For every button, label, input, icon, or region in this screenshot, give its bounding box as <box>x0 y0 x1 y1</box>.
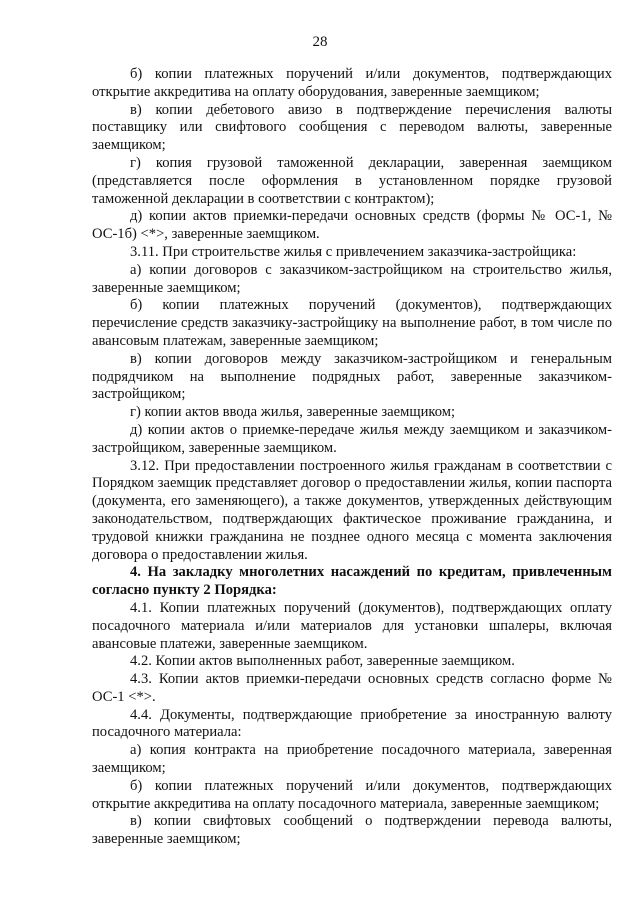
paragraph-b-payment-orders: б) копии платежных поручений и/или документов, подтверждающих открытие аккредитива на оплату оборудования, заверенные заемщиком; <box>92 66 612 100</box>
paragraph-3-11-g: г) копии актов ввода жилья, заверенные заемщиком; <box>130 404 456 421</box>
paragraph-3-11: 3.11. При строительстве жилья с привлечением заказчика-застройщика: <box>130 243 577 260</box>
paragraph-4-4: 4.4. Документы, подтверждающие приобретение за иностранную валюту посадочного материала: <box>92 706 612 741</box>
page-number: 28 <box>312 34 328 50</box>
paragraph-3-11-d: д) копии актов о приемке-передаче жилья между заемщиком и заказчиком-застройщиком, заверенные заемщиком. <box>92 421 612 456</box>
paragraph-g-customs-declaration: г) копия грузовой таможенной декларации, заверенная заемщиком (представляется после оформления в установленном порядке грузовой таможенной декларации в соответствии с контрактом); <box>92 154 612 207</box>
paragraph-4-4-b: б) копии платежных поручений и/или документов, подтверждающих открытие аккредитива на оплату посадочного материала, заверенные заемщиком; <box>92 777 612 812</box>
paragraph-4-4-a: а) копия контракта на приобретение посадочного материала, заверенная заемщиком; <box>92 742 612 777</box>
paragraph-3-12: 3.12. При предоставлении построенного жилья гражданам в соответствии с Порядком заемщик представляет договор о предоставлении жилья, копии паспорта (документа, его заменяющего), а также документов, утвержденных действующим законодательством, подтверждающих фактическое проживание гражданина, и трудовой книжки гражданина не позднее одного месяца с момента заключения договора о предоставлении жилья. <box>92 457 612 563</box>
paragraph-3-11-a: а) копии договоров с заказчиком-застройщиком на строительство жилья, заверенные заемщиком; <box>92 261 612 296</box>
section-4-heading: 4. На закладку многолетних насаждений по кредитам, привлеченным согласно пункту 2 Порядка: <box>92 564 612 599</box>
document-body <box>92 66 612 849</box>
paragraph-3-11-v: в) копии договоров между заказчиком-застройщиком и генеральным подрядчиком на выполнение подрядных работ, заверенные заказчиком-застройщиком; <box>92 350 612 403</box>
paragraph-3-11-b: б) копии платежных поручений (документов), подтверждающих перечисление средств заказчику-застройщику на выполнение работ, в том числе по авансовым платежам, заверенные заемщиком; <box>92 297 612 349</box>
paragraph-4-1: 4.1. Копии платежных поручений (документов), подтверждающих оплату посадочного материала и/или материалов для установки шпалеры, включая авансовые платежи, заверенные заемщиком. <box>92 599 612 652</box>
paragraph-v-debit-advice: в) копии дебетового авизо в подтверждение перечисления валюты поставщику или свифтового сообщения с переводом валюты, заверенные заемщиком; <box>92 101 612 154</box>
paragraph-4-4-v: в) копии свифтовых сообщений о подтверждении перевода валюты, заверенные заемщиком; <box>92 813 612 848</box>
paragraph-d-acceptance-acts: д) копии актов приемки-передачи основных средств (формы № ОС-1, № ОС-1б) <*>, заверенные заемщиком. <box>92 208 612 243</box>
paragraph-4-2: 4.2. Копии актов выполненных работ, заверенные заемщиком. <box>130 653 515 670</box>
paragraph-4-3: 4.3. Копии актов приемки-передачи основных средств согласно форме № ОС-1 <*>. <box>92 671 612 705</box>
